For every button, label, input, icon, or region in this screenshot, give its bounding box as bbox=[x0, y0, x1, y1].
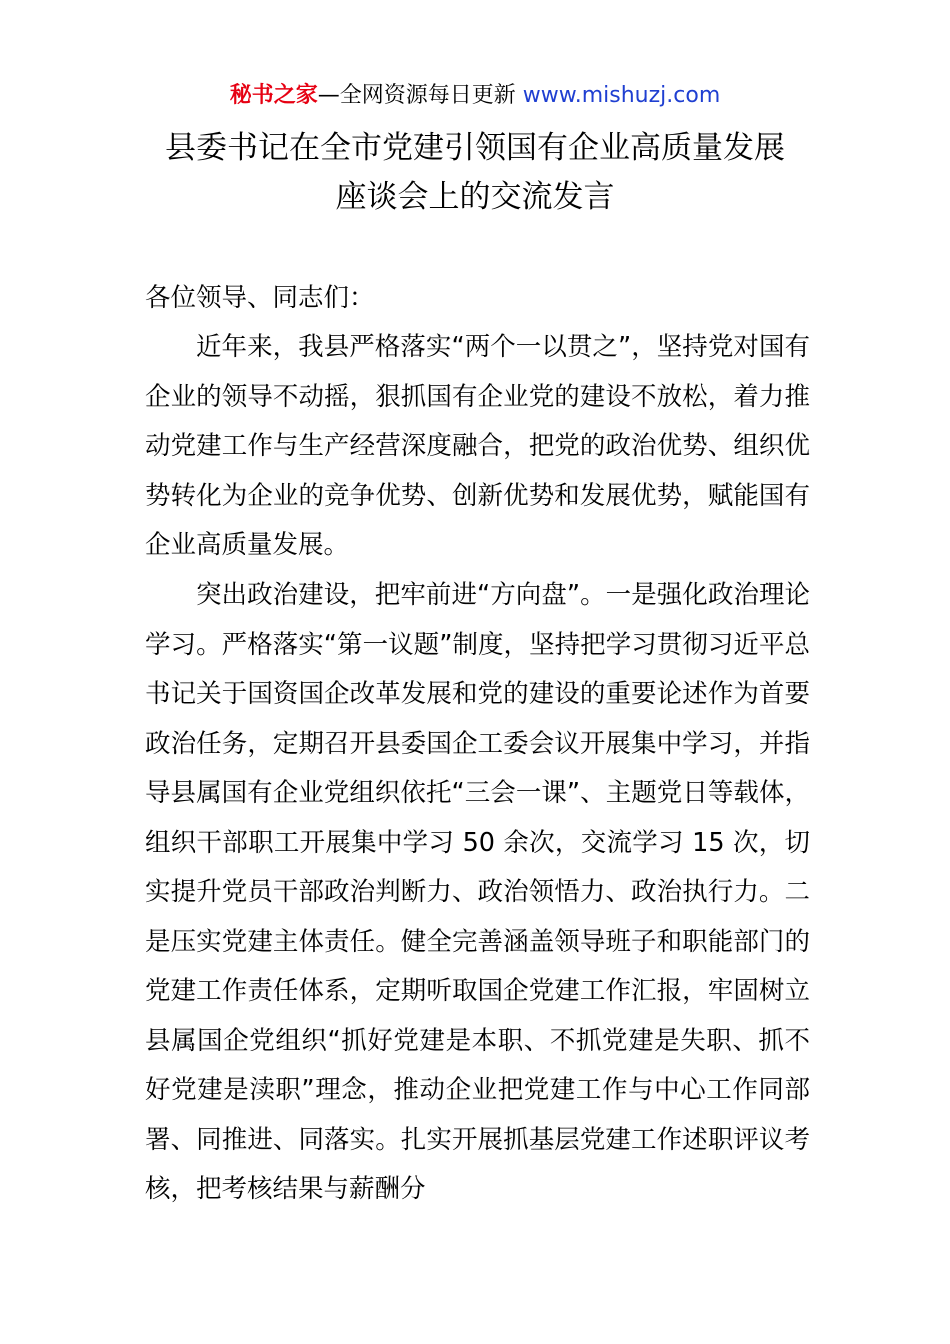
paragraph-political-building: 突出政治建设，把牢前进“方向盘”。一是强化政治理论学习。严格落实“第一议题”制度，坚持把学习贯彻习近平总书记关于国资国企改革发展和党的建设的重要论述作为首要政治任务，定期召开县委国企工委会议开展集中学习，并指导县属国有企业党组织依托“三会一课”、主题党日等载体，组织干部职工开展集中学习 50 余次，交流学习 15 次，切实提升党员干部政治判断力、政治领悟力、政治执行力。二是压实党建主体责任。健全完善涵盖领导班子和职能部门的党建工作责任体系，定期听取国企党建工作汇报，牢固树立县属国企党组织“抓好党建是本职、不抓党建是失职、抓不好党建是渎职”理念，推动企业把党建工作与中心工作同部署、同推进、同落实。扎实开展抓基层党建工作述职评议考核，把考核结果与薪酬分 bbox=[145, 580, 810, 1204]
document-title-line-1: 县委书记在全市党建引领国有企业高质量发展 bbox=[165, 130, 785, 166]
salutation: 各位领导、同志们： bbox=[145, 283, 375, 313]
site-url-link[interactable]: www.mishuzj.com bbox=[522, 83, 721, 108]
document-title-line-2: 座谈会上的交流发言 bbox=[335, 179, 615, 215]
paragraph-intro: 近年来，我县严格落实“两个一以贯之”，坚持党对国有企业的领导不动摇，狠抓国有企业党的建设不放松，着力推动党建工作与生产经营深度融合，把党的政治优势、组织优势转化为企业的竞争优势、创新优势和发展优势，赋能国有企业高质量发展。 bbox=[145, 332, 810, 560]
site-header bbox=[0, 80, 950, 112]
header-tagline: —全网资源每日更新 bbox=[317, 83, 516, 108]
brand-name: 秘书之家 bbox=[229, 83, 318, 108]
document-body bbox=[145, 323, 810, 1243]
